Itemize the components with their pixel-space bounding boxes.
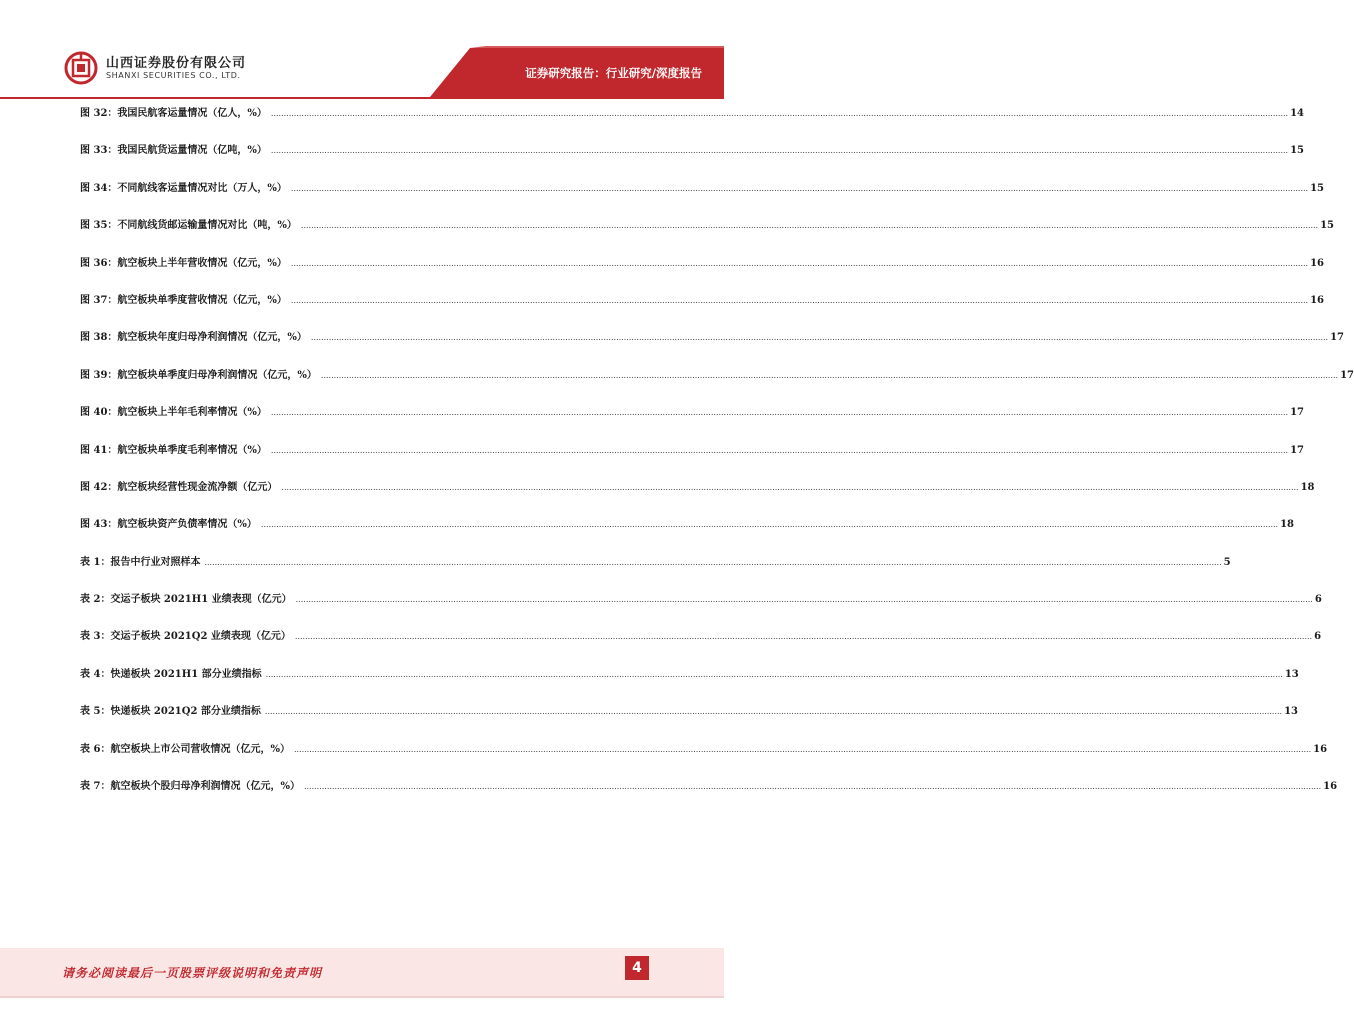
toc-entry-label: 图 34：不同航线客运量情况对比（万人，%） bbox=[80, 182, 287, 194]
toc-entry-label: 表 4：快递板块 2021H1 部分业绩指标 bbox=[80, 668, 262, 680]
toc-entry-page: 5 bbox=[1223, 556, 1231, 568]
toc-leader-dots: ................................................................................................................................................................................................................................................................................................................................................................................................................ bbox=[260, 520, 1279, 530]
toc-leader-dots: ................................................................................................................................................................................................................................................................................................................................................................................................................ bbox=[303, 782, 1322, 792]
toc-entry-page: 16 bbox=[1310, 294, 1325, 306]
toc-entry[interactable] bbox=[80, 401, 1305, 438]
toc-leader-dots: ................................................................................................................................................................................................................................................................................................................................................................................................................ bbox=[290, 183, 1309, 193]
toc-leader-dots: ................................................................................................................................................................................................................................................................................................................................................................................................................ bbox=[294, 632, 1313, 642]
toc-entry-page: 16 bbox=[1323, 781, 1338, 793]
toc-entry[interactable] bbox=[80, 513, 1295, 550]
toc-entry[interactable] bbox=[80, 177, 1325, 214]
toc-entry-page: 17 bbox=[1340, 369, 1354, 381]
page-header bbox=[0, 0, 724, 100]
toc-entry-page: 17 bbox=[1290, 444, 1305, 456]
toc-leader-dots: ................................................................................................................................................................................................................................................................................................................................................................................................................ bbox=[290, 295, 1309, 305]
toc-entry-page: 6 bbox=[1314, 594, 1322, 606]
toc-entry-label: 图 40：航空板块上半年毛利率情况（%） bbox=[80, 407, 267, 419]
company-name-cn: 山西证券股份有限公司 bbox=[106, 56, 247, 71]
toc-entry[interactable] bbox=[80, 289, 1325, 326]
toc-entry-label: 表 1：报告中行业对照样本 bbox=[80, 556, 201, 568]
toc-entry-page: 16 bbox=[1310, 257, 1325, 269]
toc-entry-label: 表 6：航空板块上市公司营收情况（亿元，%） bbox=[80, 743, 290, 755]
page-footer bbox=[0, 948, 724, 998]
toc-leader-dots: ................................................................................................................................................................................................................................................................................................................................................................................................................ bbox=[265, 669, 1283, 679]
toc-leader-dots: ................................................................................................................................................................................................................................................................................................................................................................................................................ bbox=[264, 707, 1283, 717]
page-number: 4 bbox=[625, 956, 649, 980]
toc-entry[interactable] bbox=[80, 663, 1299, 700]
toc-entry-label: 图 36：航空板块上半年营收情况（亿元，%） bbox=[80, 257, 287, 269]
toc-entry-page: 17 bbox=[1290, 407, 1305, 419]
toc-entry-label: 图 32：我国民航客运量情况（亿人，%） bbox=[80, 108, 267, 119]
toc-entry[interactable] bbox=[80, 738, 1328, 775]
toc-entry-label: 表 5：快递板块 2021Q2 部分业绩指标 bbox=[80, 706, 261, 718]
toc-leader-dots: ................................................................................................................................................................................................................................................................................................................................................................................................................ bbox=[310, 333, 1329, 343]
disclaimer-text: 请务必阅读最后一页股票评级说明和免责声明 bbox=[62, 966, 323, 980]
toc-entry-page: 15 bbox=[1320, 220, 1335, 232]
toc-entry[interactable] bbox=[80, 214, 1335, 251]
toc-entry-page: 6 bbox=[1314, 631, 1322, 643]
toc-entry-label: 图 35：不同航线货邮运输量情况对比（吨，%） bbox=[80, 220, 297, 232]
toc-entry-label: 图 38：航空板块年度归母净利润情况（亿元，%） bbox=[80, 332, 307, 344]
toc-leader-dots: ................................................................................................................................................................................................................................................................................................................................................................................................................ bbox=[270, 109, 1289, 118]
toc-entry-label: 图 42：航空板块经营性现金流净额（亿元） bbox=[80, 481, 278, 493]
toc-entry-label: 表 3：交运子板块 2021Q2 业绩表现（亿元） bbox=[80, 631, 291, 643]
toc-leader-dots: ................................................................................................................................................................................................................................................................................................................................................................................................................ bbox=[293, 744, 1312, 754]
toc-entry-label: 图 41：航空板块单季度毛利率情况（%） bbox=[80, 444, 267, 456]
toc-entry[interactable] bbox=[80, 139, 1305, 176]
toc-entry[interactable] bbox=[80, 102, 1305, 139]
toc-entry-page: 16 bbox=[1313, 743, 1328, 755]
toc-entry-label: 图 43：航空板块资产负债率情况（%） bbox=[80, 519, 257, 531]
toc-entry[interactable] bbox=[80, 476, 1315, 513]
toc-entry-label: 图 37：航空板块单季度营收情况（亿元，%） bbox=[80, 294, 287, 306]
toc-entry[interactable] bbox=[80, 700, 1299, 737]
toc-entry[interactable] bbox=[80, 551, 1231, 588]
toc-entry-label: 图 33：我国民航货运量情况（亿吨，%） bbox=[80, 145, 267, 157]
toc-entry[interactable] bbox=[80, 252, 1325, 289]
toc-entry[interactable] bbox=[80, 326, 1345, 363]
toc-leader-dots: ................................................................................................................................................................................................................................................................................................................................................................................................................ bbox=[295, 595, 1313, 605]
toc-entry[interactable] bbox=[80, 588, 1322, 625]
toc-leader-dots: ................................................................................................................................................................................................................................................................................................................................................................................................................ bbox=[290, 258, 1309, 268]
toc-leader-dots: ................................................................................................................................................................................................................................................................................................................................................................................................................ bbox=[204, 557, 1222, 567]
toc-leader-dots: ................................................................................................................................................................................................................................................................................................................................................................................................................ bbox=[281, 482, 1299, 492]
report-type-label: 证券研究报告：行业研究/深度报告 bbox=[525, 66, 702, 80]
toc-entry-label: 表 7：航空板块个股归母净利润情况（亿元，%） bbox=[80, 781, 300, 793]
toc-leader-dots: ................................................................................................................................................................................................................................................................................................................................................................................................................ bbox=[270, 445, 1289, 455]
toc-entry[interactable] bbox=[80, 439, 1305, 476]
toc-entry[interactable] bbox=[80, 364, 1354, 401]
toc-leader-dots: ................................................................................................................................................................................................................................................................................................................................................................................................................ bbox=[270, 146, 1289, 156]
toc-entry-page: 18 bbox=[1280, 519, 1295, 531]
toc-entry-page: 14 bbox=[1290, 108, 1305, 119]
toc-leader-dots: ................................................................................................................................................................................................................................................................................................................................................................................................................ bbox=[320, 370, 1339, 380]
toc-entry-label: 图 39：航空板块单季度归母净利润情况（亿元，%） bbox=[80, 369, 317, 381]
toc-entry-page: 17 bbox=[1330, 332, 1345, 344]
toc-entry[interactable] bbox=[80, 625, 1322, 662]
header-banner bbox=[0, 0, 724, 100]
toc-leader-dots: ................................................................................................................................................................................................................................................................................................................................................................................................................ bbox=[300, 221, 1319, 231]
toc-entry-label: 表 2：交运子板块 2021H1 业绩表现（亿元） bbox=[80, 594, 292, 606]
toc-entry-page: 15 bbox=[1290, 145, 1305, 157]
toc-entry-page: 13 bbox=[1284, 668, 1299, 680]
toc-entry-page: 18 bbox=[1300, 481, 1315, 493]
toc-leader-dots: ................................................................................................................................................................................................................................................................................................................................................................................................................ bbox=[270, 408, 1289, 418]
table-of-figures bbox=[80, 102, 1354, 812]
toc-entry-page: 15 bbox=[1310, 182, 1325, 194]
toc-entry-page: 13 bbox=[1284, 706, 1299, 718]
toc-entry[interactable] bbox=[80, 775, 1338, 812]
company-name-en: SHANXI SECURITIES CO., LTD. bbox=[106, 71, 241, 80]
